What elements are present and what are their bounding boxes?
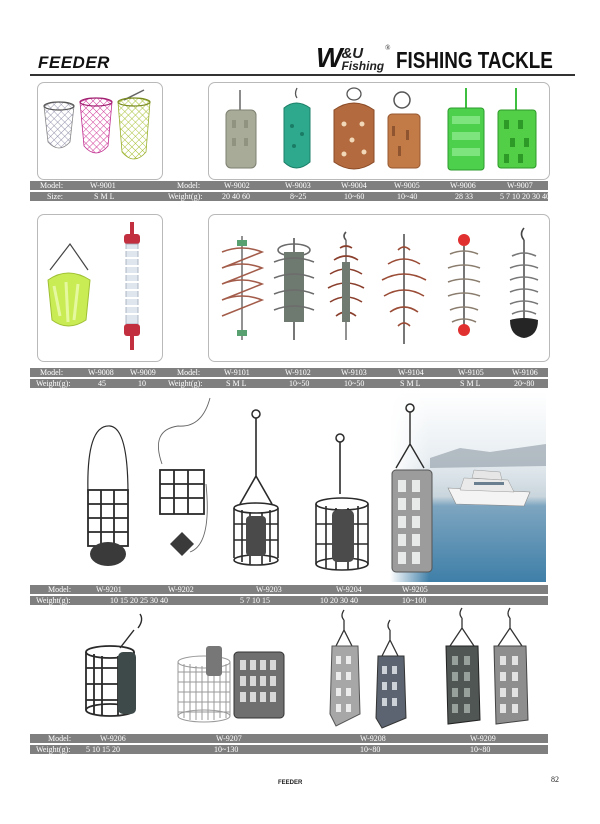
row2-right-weight-label: Weight(g):: [168, 379, 203, 388]
row3-model-3: W-9204: [336, 585, 362, 594]
row2-right-spec-3: S M L: [400, 379, 421, 388]
row4-model-label: Model:: [48, 734, 72, 743]
row1-right-model-4: W-9006: [450, 181, 476, 190]
row1-right-model-5: W-9007: [507, 181, 533, 190]
row4-spec-1: 10~130: [214, 745, 239, 754]
row2-left-model-label: Model:: [40, 368, 64, 377]
row2-right-model-label: Model:: [177, 368, 201, 377]
row1-right-model-3: W-9005: [394, 181, 420, 190]
row2-right-spec-4: S M L: [460, 379, 481, 388]
row3-weight-label: Weight(g):: [36, 596, 71, 605]
plastic-feeders-image: [212, 86, 546, 176]
row1-right-spec-5: 5 7 10 20 30 40: [500, 192, 550, 201]
metal-cage-feeders-image: [80, 606, 530, 730]
wire-cage-feeders-image: [80, 394, 450, 580]
row2-left-model-1: W-9009: [130, 368, 156, 377]
row4-spec-0: 5 10 15 20: [86, 745, 120, 754]
row2-right-model-2: W-9103: [341, 368, 367, 377]
row3-model-2: W-9203: [256, 585, 282, 594]
registered-mark: ®: [385, 44, 391, 52]
row3-model-4: W-9205: [402, 585, 428, 594]
row1-right-model-1: W-9003: [285, 181, 311, 190]
brand-w: W: [316, 42, 341, 73]
row1-left-model-0: W-9001: [90, 181, 116, 190]
row1-spec-bar: [30, 192, 548, 201]
row2-model-bar: [30, 368, 548, 377]
row2-right-model-3: W-9104: [398, 368, 424, 377]
row1-right-spec-1: 8~25: [290, 192, 307, 201]
row3-model-1: W-9202: [168, 585, 194, 594]
row2-right-model-0: W-9101: [224, 368, 250, 377]
row1-left-size-label: Size:: [47, 192, 63, 201]
row4-weight-label: Weight(g):: [36, 745, 71, 754]
footer-section-label: FEEDER: [278, 780, 303, 786]
row4-model-2: W-9208: [360, 734, 386, 743]
row3-spec-2: 10 20 30 40: [320, 596, 358, 605]
brand-logo: [316, 44, 588, 72]
section-title: FEEDER: [38, 53, 110, 72]
row1-right-spec-0: 20 40 60: [222, 192, 250, 201]
row4-spec-bar: [30, 745, 548, 754]
row3-model-bar: [30, 585, 548, 594]
row3-spec-bar: [30, 596, 548, 605]
row1-right-model-2: W-9004: [341, 181, 367, 190]
brand-fishing: Fishing: [341, 59, 385, 73]
row3-model-0: W-9201: [96, 585, 122, 594]
row3-spec-3: 10~100: [402, 596, 427, 605]
row2-right-model-1: W-9102: [285, 368, 311, 377]
row4-model-1: W-9207: [216, 734, 242, 743]
row4-model-bar: [30, 734, 548, 743]
row4-spec-3: 10~80: [470, 745, 491, 754]
row1-right-model-label: Model:: [177, 181, 201, 190]
row1-left-spec-0: S M L: [94, 192, 115, 201]
row1-right-spec-3: 10~40: [397, 192, 418, 201]
brand-tagline: FISHING TACKLE: [396, 47, 554, 73]
row2-left-spec-0: 45: [98, 379, 106, 388]
row2-right-spec-2: 10~50: [344, 379, 365, 388]
header-rule: [30, 74, 575, 76]
row1-left-model-label: Model:: [40, 181, 64, 190]
net-feeder-image: [40, 90, 158, 170]
row2-right-model-5: W-9106: [512, 368, 538, 377]
row4-model-0: W-9206: [100, 734, 126, 743]
row2-left-weight-label: Weight(g):: [36, 379, 71, 388]
row2-right-spec-1: 10~50: [289, 379, 310, 388]
row2-right-model-4: W-9105: [458, 368, 484, 377]
brand-sub: [341, 45, 385, 73]
row2-left-model-0: W-9008: [88, 368, 114, 377]
row1-right-spec-2: 10~60: [344, 192, 365, 201]
page-number: 82: [551, 775, 559, 784]
row1-right-model-0: W-9002: [224, 181, 250, 190]
row3-spec-0: 10 15 20 25 30 40: [110, 596, 168, 605]
row2-left-spec-1: 10: [138, 379, 146, 388]
row4-spec-2: 10~80: [360, 745, 381, 754]
spring-feeders-image: [212, 222, 546, 358]
row2-spec-bar: [30, 379, 548, 388]
plastic-cage-spring-feeders-image: [40, 220, 160, 358]
row3-spec-1: 5 7 10 15: [240, 596, 270, 605]
row4-model-3: W-9209: [470, 734, 496, 743]
row1-right-spec-4: 28 33: [455, 192, 473, 201]
row3-model-label: Model:: [48, 585, 72, 594]
row1-model-bar: [30, 181, 548, 190]
brand-amp: &U: [341, 45, 364, 62]
row1-right-weight-label: Weight(g):: [168, 192, 203, 201]
row2-right-spec-0: S M L: [226, 379, 247, 388]
row2-right-spec-5: 20~80: [514, 379, 535, 388]
